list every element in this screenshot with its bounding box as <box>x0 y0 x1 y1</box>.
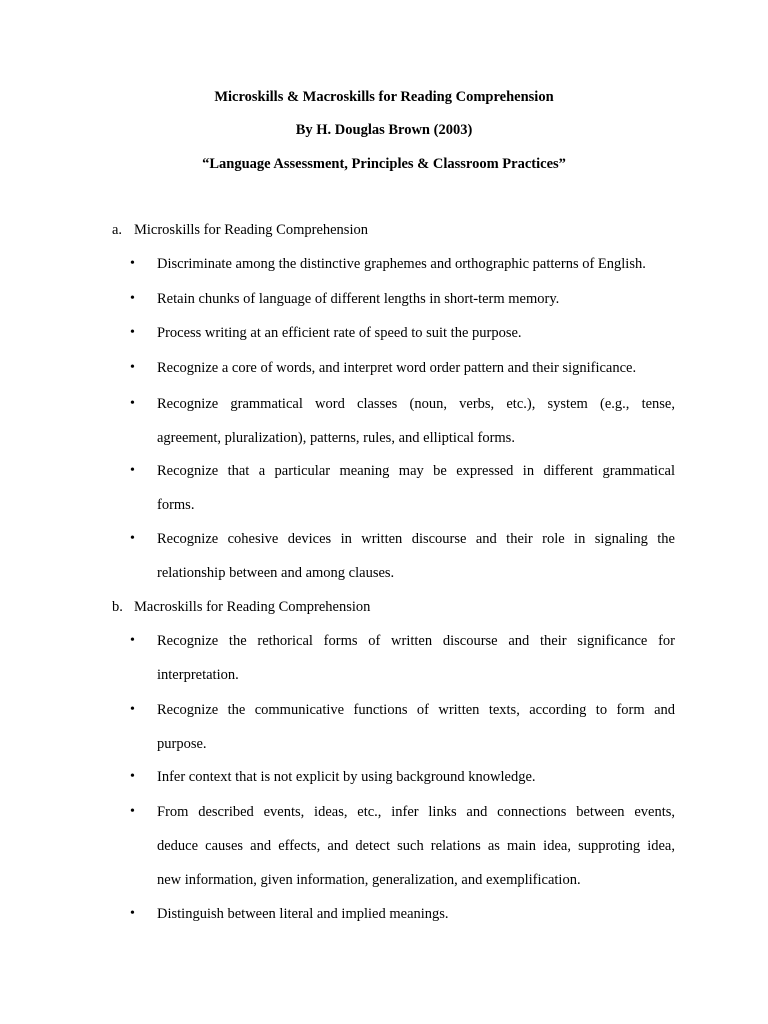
list-item-text: From described events, ideas, etc., infer links and connections between events, <box>157 804 675 820</box>
list-item-text: Recognize grammatical word classes (noun, verbs, etc.), system (e.g., tense, <box>157 396 675 412</box>
document-source: “Language Assessment, Principles & Classroom Practices” <box>202 156 566 172</box>
list-item-text: relationship between and among clauses. <box>157 565 395 581</box>
section-heading-microskills <box>112 222 368 239</box>
section-heading-text: Macroskills for Reading Comprehension <box>134 599 371 615</box>
list-item-text: Discriminate among the distinctive graphemes and orthographic patterns of English. <box>157 256 646 272</box>
list-item-text: forms. <box>157 497 195 513</box>
bullet-icon: • <box>130 633 135 648</box>
list-item-text: interpretation. <box>157 667 239 683</box>
list-item-text: Infer context that is not explicit by using background knowledge. <box>157 769 536 785</box>
bullet-icon: • <box>130 256 135 271</box>
list-item-text: Recognize the rethorical forms of written discourse and their significance for <box>157 633 675 649</box>
section-marker: a. <box>112 222 123 238</box>
bullet-icon: • <box>130 531 135 546</box>
section-marker: b. <box>112 599 123 615</box>
list-item-text: agreement, pluralization), patterns, rules, and elliptical forms. <box>157 430 515 446</box>
bullet-icon: • <box>130 325 135 340</box>
list-item-text: purpose. <box>157 736 207 752</box>
document-author: By H. Douglas Brown (2003) <box>295 122 473 138</box>
bullet-icon: • <box>130 906 135 921</box>
section-heading-text: Microskills for Reading Comprehension <box>134 222 368 238</box>
bullet-icon: • <box>130 804 135 819</box>
bullet-icon: • <box>130 702 135 717</box>
list-item-text: deduce causes and effects, and detect such relations as main idea, supproting idea, <box>157 838 675 854</box>
list-item-text: Process writing at an efficient rate of speed to suit the purpose. <box>157 325 522 341</box>
bullet-icon: • <box>130 769 135 784</box>
list-item-text: Recognize a core of words, and interpret word order pattern and their significance. <box>157 360 637 376</box>
bullet-icon: • <box>130 463 135 478</box>
list-item-text: Recognize that a particular meaning may be expressed in different grammatical <box>157 463 675 479</box>
bullet-icon: • <box>130 360 135 375</box>
list-item-text: Recognize cohesive devices in written discourse and their role in signaling the <box>157 531 675 547</box>
document-title: Microskills & Macroskills for Reading Comprehension <box>214 89 554 105</box>
list-item-text: Recognize the communicative functions of written texts, according to form and <box>157 702 675 718</box>
list-item-text: Distinguish between literal and implied meanings. <box>157 906 449 922</box>
list-item-text: new information, given information, generalization, and exemplification. <box>157 872 581 888</box>
list-item-text: Retain chunks of language of different lengths in short-term memory. <box>157 291 560 307</box>
bullet-icon: • <box>130 396 135 411</box>
bullet-icon: • <box>130 291 135 306</box>
section-heading-macroskills <box>112 599 370 616</box>
